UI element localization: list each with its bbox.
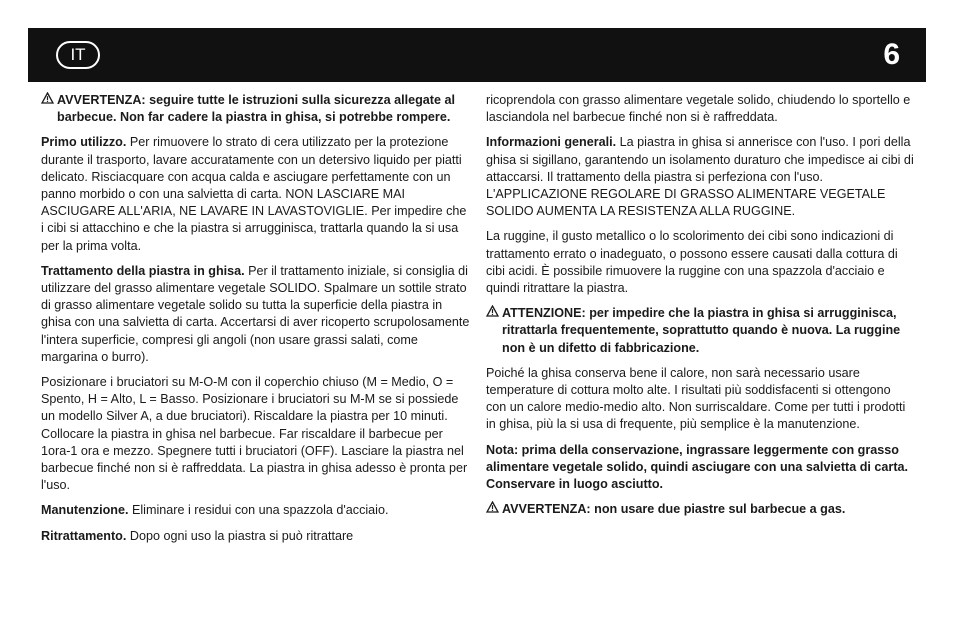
rust-paragraph: La ruggine, il gusto metallico o lo scolorimento dei cibi sono indicazioni di trattamento errato o inadeguato, o possono essere causati dalla cottura di cibi acidi. È possibile rimuovere la ruggine con una spazzola d'acciaio e quindi ritrattare la piastra. bbox=[486, 229, 898, 296]
maintenance-text: Eliminare i residui con una spazzola d'acciaio. bbox=[131, 503, 389, 518]
burner-instructions: Posizionare i bruciatori su M-O-M con il coperchio chiuso (M = Medio, O = Spento, H = Alto, L = Basso. Posizionare i bruciatori su M-M se si possiede un modello Silver A, a due bruciatori). Riscaldare la piastra per 10 minuti. Collocare la piastra in ghisa nel barbecue. Far riscaldare il barbecue per 1ora-1 ora e mezzo. Spegnere tutti i bruciatori (OFF). Lasciare la piastra nel barbecue finché non si è raffreddata. La piastra in ghisa adesso è pronta per l'uso. bbox=[41, 375, 468, 493]
maintenance-paragraph bbox=[41, 502, 471, 519]
page-header bbox=[28, 28, 926, 82]
reseasoning-text: Dopo ogni uso la piastra si può ritrattare bbox=[129, 528, 354, 543]
caution-notice bbox=[486, 305, 914, 357]
right-column bbox=[486, 92, 914, 526]
caution-text: ATTENZIONE: per impedire che la piastra in ghisa si arrugginisca, ritrattarla frequentemente, soprattutto quando è nuova. La ruggine non è un difetto di fabbricazione. bbox=[502, 306, 901, 355]
general-info-paragraph bbox=[486, 134, 914, 220]
reseasoning-paragraph bbox=[41, 528, 471, 545]
seasoning-paragraph bbox=[41, 263, 471, 366]
seasoning-heading: Trattamento della piastra in ghisa. bbox=[41, 263, 245, 278]
page-number: 6 bbox=[883, 38, 900, 71]
reseasoning-heading: Ritrattamento. bbox=[41, 528, 127, 543]
first-use-paragraph bbox=[41, 134, 471, 254]
seasoning-text: Per il trattamento iniziale, si consiglia di utilizzare del grasso alimentare vegetale SOLIDO. Spalmare un sottile strato di grasso alimentare vegetale solido su tutta la superficie della piastra in ghisa con una salvietta di carta. Accertarsi di aver ricoperto scrupolosamente l'intera superficie, compresi gli angoli (non usare grassi salati, come margarina o burro). bbox=[41, 263, 470, 364]
left-column bbox=[41, 92, 471, 553]
first-use-text: Per rimuovere lo strato di cera utilizzato per la protezione durante il trasporto, lavare accuratamente con un detersivo liquido per piatti delicato. Risciacquare con acqua calda e asciugare perfettamente con un panno morbido o con una salvietta di carta. NON LASCIARE MAI ASCIUGARE ALL'ARIA, NE LAVARE IN LAVASTOVIGLIE. Per impedire che i cibi si attacchino e che la piastra si arrugginisca, trattarla quando la si usa per la prima volta. bbox=[41, 135, 467, 253]
warning-triangle-icon bbox=[486, 305, 502, 322]
reseasoning-continuation: ricoprendola con grasso alimentare vegetale solido, chiudendo lo sportello e lasciandola nel barbecue finché non si è raffreddata. bbox=[486, 93, 911, 125]
general-info-heading: Informazioni generali. bbox=[486, 135, 617, 150]
safety-warning bbox=[41, 92, 471, 126]
first-use-heading: Primo utilizzo. bbox=[41, 135, 127, 150]
general-info-text: La piastra in ghisa si annerisce con l'uso. I pori della ghisa si sigillano, garantendo un isolamento duraturo che impedisce ai cibi di attaccarsi. Il trattamento della piastra si perfeziona con l'uso. L'APPLICAZIONE REGOLARE DI GRASSO ALIMENTARE VEGETALE SOLIDO AUMENTA LA RESISTENZA ALLA RUGGINE. bbox=[486, 135, 914, 219]
warning-triangle-icon bbox=[486, 501, 502, 518]
maintenance-heading: Manutenzione. bbox=[41, 503, 129, 518]
safety-warning-text: AVVERTENZA: seguire tutte le istruzioni sulla sicurezza allegate al barbecue. Non far cadere la piastra in ghisa, si potrebbe rompere. bbox=[57, 93, 455, 125]
gas-warning bbox=[486, 501, 914, 518]
language-badge: IT bbox=[56, 41, 100, 69]
storage-note: Nota: prima della conservazione, ingrassare leggermente con grasso alimentare vegetale solido, quindi asciugare con una salvietta di carta. Conservare in luogo asciutto. bbox=[486, 442, 909, 492]
heat-paragraph: Poiché la ghisa conserva bene il calore, non sarà necessario usare temperature di cottura molto alte. I risultati più soddisfacenti si ottengono con un calore medio-medio alto. Non surriscaldare. Come per tutti i prodotti in ghisa, più la si usa di frequente, più semplice è la manutenzione. bbox=[486, 365, 906, 432]
gas-warning-text: AVVERTENZA: non usare due piastre sul barbecue a gas. bbox=[502, 502, 846, 517]
warning-triangle-icon bbox=[41, 92, 57, 109]
